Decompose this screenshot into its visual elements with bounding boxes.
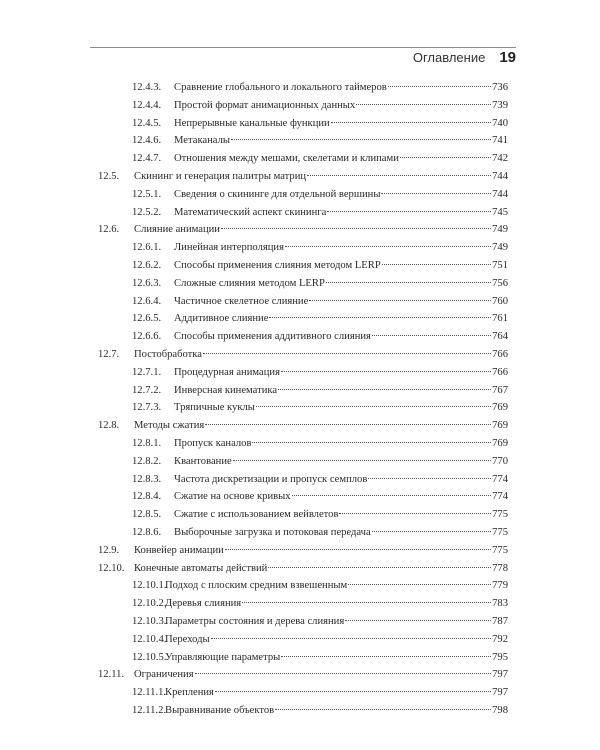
- toc-entry-title: Сравнение глобального и локального таймеров: [174, 82, 387, 93]
- toc-entry-body: [165, 595, 508, 613]
- toc-entry-number: 12.10.2.: [132, 598, 167, 610]
- toc-subsection-entry[interactable]: [98, 293, 508, 311]
- toc-section-entry[interactable]: [98, 666, 508, 684]
- toc-entry-number: 12.10.1.: [132, 580, 167, 592]
- page-number: 19: [499, 49, 516, 66]
- toc-entry-page: 770: [492, 455, 508, 467]
- toc-entry-title: Процедурная анимация: [174, 366, 280, 378]
- toc-entry-number: 12.6.2.: [132, 259, 162, 271]
- toc-entry-body: [174, 293, 508, 311]
- toc-entry-page: 742: [492, 153, 508, 165]
- toc-entry-body: [174, 488, 508, 506]
- toc-subsection-entry[interactable]: [98, 132, 508, 150]
- toc-entry-number: 12.6.: [98, 224, 120, 236]
- toc-entry-number: 12.10.: [98, 562, 125, 574]
- toc-subsection-entry[interactable]: [98, 488, 508, 506]
- toc-entry-number: 12.4.5.: [132, 117, 162, 129]
- toc-entry-number: 12.9.: [98, 544, 120, 556]
- toc-subsection-entry[interactable]: [98, 595, 508, 613]
- toc-entry-page: 779: [492, 580, 508, 592]
- toc-entry-title: Способы применения аддитивного слияния: [174, 331, 371, 343]
- toc-subsection-entry[interactable]: [98, 399, 508, 417]
- toc-entry-body: [174, 399, 508, 417]
- dot-leader: [345, 620, 491, 621]
- toc-entry-page: 767: [492, 384, 508, 396]
- toc-entry-title: Крепления: [165, 687, 214, 699]
- toc-entry-page: 751: [492, 259, 508, 271]
- dot-leader: [252, 442, 491, 443]
- toc-entry-body: [165, 684, 508, 702]
- toc-subsection-entry[interactable]: [98, 506, 508, 524]
- dot-leader: [233, 460, 491, 461]
- toc-entry-title: Сжатие на основе кривых: [174, 491, 291, 503]
- toc-entry-page: 797: [492, 669, 508, 681]
- toc-entry-number: 12.7.1.: [132, 366, 162, 378]
- toc-subsection-entry[interactable]: [98, 649, 508, 667]
- dot-leader: [269, 317, 491, 318]
- dot-leader: [388, 86, 491, 87]
- running-header: [413, 49, 516, 66]
- dot-leader: [331, 122, 491, 123]
- toc-entry-number: 12.5.2.: [132, 206, 162, 218]
- toc-entry-page: 749: [492, 224, 508, 236]
- dot-leader: [307, 175, 491, 176]
- toc-subsection-entry[interactable]: [98, 382, 508, 400]
- toc-entry-body: [134, 666, 508, 684]
- dot-leader: [372, 531, 491, 532]
- toc-subsection-entry[interactable]: [98, 453, 508, 471]
- dot-leader: [256, 406, 491, 407]
- toc-entry-body: [165, 631, 508, 649]
- dot-leader: [278, 389, 491, 390]
- toc-entry-number: 12.11.2.: [132, 704, 167, 716]
- toc-entry-body: [165, 702, 508, 720]
- toc-entry-body: [134, 346, 508, 364]
- toc-entry-title: Сложные слияния методом LERP: [174, 277, 325, 289]
- toc-entry-title: Метаканалы: [174, 135, 230, 147]
- toc-subsection-entry[interactable]: [98, 257, 508, 275]
- toc-entry-page: 783: [492, 598, 508, 610]
- toc-entry-page: 740: [492, 117, 508, 129]
- toc-entry-body: [174, 310, 508, 328]
- toc-entry-number: 12.10.3.: [132, 615, 167, 627]
- toc-entry-body: [174, 382, 508, 400]
- toc-entry-page: 795: [492, 651, 508, 663]
- dot-leader: [382, 264, 491, 265]
- table-of-contents: [98, 79, 508, 720]
- toc-entry-page: 769: [492, 437, 508, 449]
- toc-entry-body: [174, 364, 508, 382]
- toc-subsection-entry[interactable]: [98, 435, 508, 453]
- toc-entry-number: 12.5.: [98, 170, 120, 182]
- toc-entry-body: [174, 97, 508, 115]
- toc-entry-number: 12.10.5.: [132, 651, 167, 663]
- toc-entry-number: 12.5.1.: [132, 188, 162, 200]
- toc-entry-title: Способы применения слияния методом LERP: [174, 259, 381, 271]
- toc-entry-page: 778: [492, 562, 508, 574]
- toc-entry-page: 792: [492, 633, 508, 645]
- toc-entry-title: Простой формат анимационных данных: [174, 99, 356, 111]
- toc-entry-page: 764: [492, 331, 508, 343]
- toc-entry-page: 744: [492, 188, 508, 200]
- toc-subsection-entry[interactable]: [98, 631, 508, 649]
- toc-entry-number: 12.6.5.: [132, 313, 162, 325]
- dot-leader: [225, 549, 491, 550]
- toc-entry-page: 744: [492, 170, 508, 182]
- toc-entry-title: Выравнивание объектов: [165, 704, 275, 716]
- dot-leader: [327, 211, 491, 212]
- toc-entry-title: Подход с плоским средним взвешенным: [165, 580, 348, 592]
- dot-leader: [372, 335, 491, 336]
- toc-entry-number: 12.8.1.: [132, 437, 162, 449]
- toc-entry-body: [174, 79, 508, 97]
- toc-entry-page: 775: [492, 544, 508, 556]
- dot-leader: [203, 353, 491, 354]
- toc-subsection-entry[interactable]: [98, 702, 508, 720]
- toc-entry-body: [174, 186, 508, 204]
- toc-entry-number: 12.8.6.: [132, 526, 162, 538]
- toc-entry-number: 12.11.: [98, 669, 125, 681]
- toc-subsection-entry[interactable]: [98, 471, 508, 489]
- toc-entry-body: [165, 613, 508, 631]
- toc-section-entry[interactable]: [98, 560, 508, 578]
- dot-leader: [368, 478, 491, 479]
- toc-entry-title: Скининг и генерация палитры матриц: [134, 170, 307, 182]
- toc-section-entry[interactable]: [98, 346, 508, 364]
- toc-entry-page: 798: [492, 704, 508, 716]
- toc-entry-body: [165, 649, 508, 667]
- dot-leader: [275, 709, 491, 710]
- toc-entry-body: [174, 524, 508, 542]
- toc-entry-number: 12.8.2.: [132, 455, 162, 467]
- toc-entry-title: Инверсная кинематика: [174, 384, 278, 396]
- toc-entry-body: [165, 577, 508, 595]
- running-header-title: Оглавление: [412, 50, 486, 65]
- toc-entry-page: 745: [492, 206, 508, 218]
- dot-leader: [221, 228, 491, 229]
- toc-entry-title: Отношения между мешами, скелетами и клипами: [174, 153, 399, 165]
- toc-entry-page: 760: [492, 295, 508, 307]
- toc-entry-title: Переходы: [165, 633, 210, 645]
- toc-entry-page: 769: [492, 402, 508, 414]
- toc-subsection-entry[interactable]: [98, 97, 508, 115]
- toc-entry-page: 766: [492, 366, 508, 378]
- toc-entry-body: [174, 453, 508, 471]
- toc-entry-page: 774: [492, 491, 508, 503]
- dot-leader: [381, 193, 491, 194]
- dot-leader: [231, 139, 491, 140]
- toc-entry-title: Частота дискретизации и пропуск семплов: [174, 473, 368, 485]
- toc-entry-number: 12.4.4.: [132, 99, 162, 111]
- toc-subsection-entry[interactable]: [98, 186, 508, 204]
- toc-subsection-entry[interactable]: [98, 328, 508, 346]
- dot-leader: [281, 656, 491, 657]
- toc-entry-page: 749: [492, 242, 508, 254]
- toc-entry-title: Постобработка: [134, 348, 202, 360]
- dot-leader: [348, 584, 491, 585]
- toc-entry-title: Конечные автоматы действий: [134, 562, 268, 574]
- toc-subsection-entry[interactable]: [98, 79, 508, 97]
- toc-entry-page: 739: [492, 99, 508, 111]
- toc-entry-number: 12.4.7.: [132, 153, 162, 165]
- toc-entry-body: [174, 471, 508, 489]
- dot-leader: [285, 246, 491, 247]
- toc-subsection-entry[interactable]: [98, 239, 508, 257]
- toc-entry-number: 12.6.1.: [132, 242, 162, 254]
- toc-entry-number: 12.6.6.: [132, 331, 162, 343]
- toc-entry-page: 775: [492, 526, 508, 538]
- toc-entry-number: 12.8.: [98, 420, 120, 432]
- dot-leader: [356, 104, 491, 105]
- toc-section-entry[interactable]: [98, 417, 508, 435]
- dot-leader: [281, 371, 491, 372]
- toc-entry-title: Параметры состояния и дерева слияния: [165, 615, 345, 627]
- toc-subsection-entry[interactable]: [98, 275, 508, 293]
- toc-entry-title: Пропуск каналов: [174, 437, 252, 449]
- toc-entry-title: Линейная интерполяция: [174, 242, 284, 254]
- dot-leader: [215, 691, 491, 692]
- toc-entry-page: 766: [492, 348, 508, 360]
- toc-entry-number: 12.7.2.: [132, 384, 162, 396]
- toc-entry-page: 775: [492, 509, 508, 521]
- toc-entry-body: [134, 168, 508, 186]
- toc-entry-page: 736: [492, 82, 508, 93]
- dot-leader: [339, 513, 491, 514]
- toc-subsection-entry[interactable]: [98, 364, 508, 382]
- toc-entry-body: [174, 132, 508, 150]
- toc-entry-body: [174, 150, 508, 168]
- dot-leader: [326, 282, 491, 283]
- toc-entry-body: [174, 115, 508, 133]
- toc-entry-page: 774: [492, 473, 508, 485]
- toc-entry-number: 12.7.: [98, 348, 120, 360]
- toc-entry-number: 12.8.4.: [132, 491, 162, 503]
- toc-entry-body: [134, 417, 508, 435]
- dot-leader: [205, 424, 491, 425]
- toc-entry-body: [174, 435, 508, 453]
- toc-entry-number: 12.4.3.: [132, 82, 162, 93]
- toc-entry-body: [134, 221, 508, 239]
- toc-entry-body: [174, 506, 508, 524]
- toc-subsection-entry[interactable]: [98, 204, 508, 222]
- dot-leader: [400, 157, 491, 158]
- dot-leader: [211, 638, 492, 639]
- toc-subsection-entry[interactable]: [98, 613, 508, 631]
- toc-entry-title: Математический аспект скининга: [174, 206, 327, 218]
- dot-leader: [309, 300, 491, 301]
- dot-leader: [195, 673, 492, 674]
- toc-entry-page: 756: [492, 277, 508, 289]
- toc-entry-body: [174, 275, 508, 293]
- toc-entry-number: 12.7.3.: [132, 402, 162, 414]
- toc-section-entry[interactable]: [98, 542, 508, 560]
- toc-entry-title: Сжатие с использованием вейвлетов: [174, 509, 339, 521]
- toc-subsection-entry[interactable]: [98, 310, 508, 328]
- toc-entry-number: 12.10.4.: [132, 633, 167, 645]
- toc-entry-title: Сведения о скининге для отдельной вершины: [174, 188, 381, 200]
- toc-subsection-entry[interactable]: [98, 115, 508, 133]
- toc-entry-title: Частичное скелетное слияние: [174, 295, 309, 307]
- toc-subsection-entry[interactable]: [98, 524, 508, 542]
- toc-subsection-entry[interactable]: [98, 150, 508, 168]
- toc-entry-number: 12.4.6.: [132, 135, 162, 147]
- toc-entry-title: Тряпичные куклы: [174, 402, 255, 414]
- toc-entry-title: Деревья слияния: [165, 598, 242, 610]
- dot-leader: [292, 495, 492, 496]
- header-divider: [90, 47, 516, 48]
- toc-entry-title: Ограничения: [134, 669, 194, 681]
- toc-entry-title: Непрерывные канальные функции: [174, 117, 330, 129]
- toc-entry-number: 12.8.3.: [132, 473, 162, 485]
- toc-entry-body: [134, 542, 508, 560]
- toc-entry-page: 741: [492, 135, 508, 147]
- toc-entry-page: 769: [492, 420, 508, 432]
- toc-entry-page: 761: [492, 313, 508, 325]
- toc-entry-title: Выборочные загрузка и потоковая передача: [174, 526, 371, 538]
- toc-entry-title: Управляющие параметры: [165, 651, 281, 663]
- toc-entry-number: 12.6.4.: [132, 295, 162, 307]
- toc-entry-page: 797: [492, 687, 508, 699]
- toc-entry-title: Квантование: [174, 455, 232, 467]
- toc-entry-title: Слияние анимации: [134, 224, 220, 236]
- toc-entry-number: 12.8.5.: [132, 509, 162, 521]
- toc-subsection-entry[interactable]: [98, 684, 508, 702]
- toc-entry-title: Методы сжатия: [134, 420, 205, 432]
- toc-entry-body: [134, 560, 508, 578]
- toc-entry-body: [174, 257, 508, 275]
- toc-entry-number: 12.6.3.: [132, 277, 162, 289]
- toc-entry-page: 787: [492, 615, 508, 627]
- dot-leader: [242, 602, 491, 603]
- toc-entry-title: Аддитивное слияние: [174, 313, 269, 325]
- toc-subsection-entry[interactable]: [98, 577, 508, 595]
- dot-leader: [268, 567, 491, 568]
- toc-section-entry[interactable]: [98, 168, 508, 186]
- toc-entry-title: Конвейер анимации: [134, 544, 224, 556]
- toc-entry-body: [174, 328, 508, 346]
- toc-entry-number: 12.11.1.: [132, 687, 167, 699]
- toc-entry-body: [174, 204, 508, 222]
- toc-entry-body: [174, 239, 508, 257]
- toc-section-entry[interactable]: [98, 221, 508, 239]
